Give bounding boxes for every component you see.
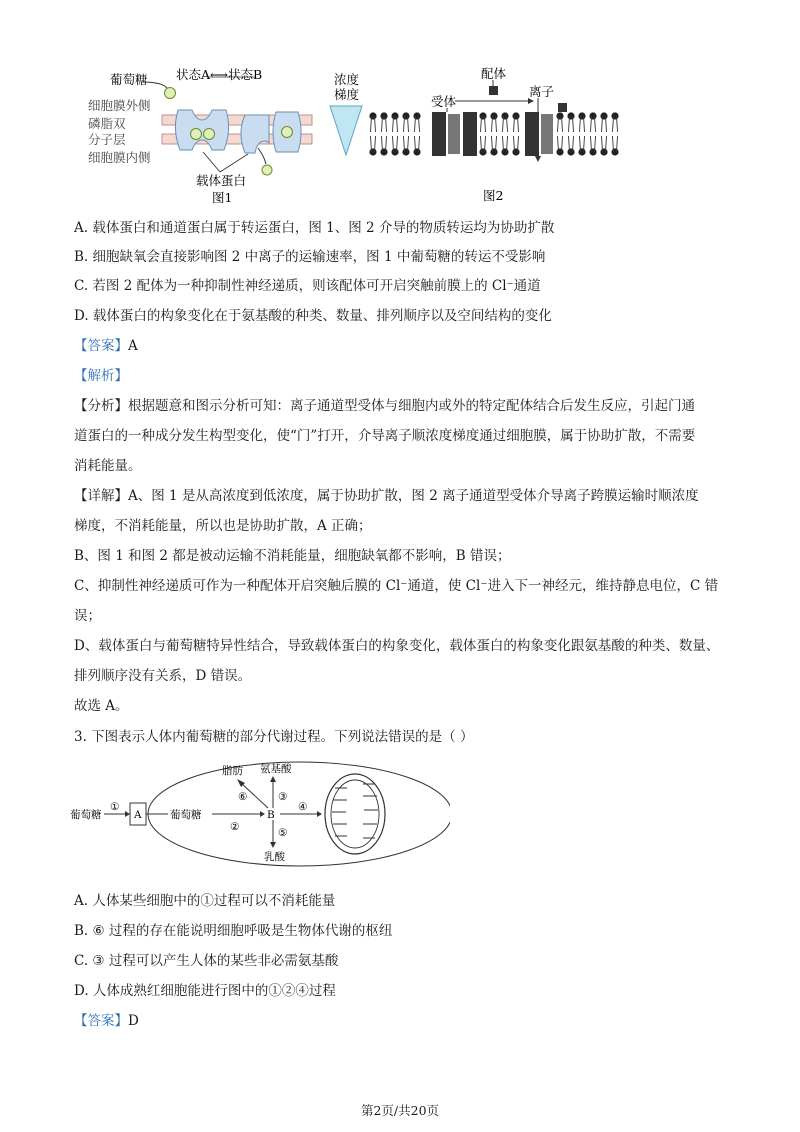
detail-line-6: D、载体蛋白与葡萄糖特异性结合，导致载体蛋白的构象变化，载体蛋白的构象变化跟氨基酸的种类、数量、 [74, 638, 720, 654]
label-step-5: ⑤ [278, 827, 288, 839]
q3-option-d: D. 人体成熟红细胞能进行图中的①②④过程 [74, 983, 336, 999]
lipid-bilayer [369, 112, 618, 155]
label-glucose-inside: 葡萄糖 [170, 809, 202, 821]
q3-option-c: C. ③ 过程可以产生人体的某些非必需氨基酸 [74, 953, 339, 969]
detail-line-3: B、图 1 和图 2 都是被动运输不消耗能量，细胞缺氧都不影响，B 错误； [74, 548, 511, 564]
phospholipid-head [611, 112, 618, 119]
glucose-bound-3 [282, 127, 293, 138]
detail-line-2: 梯度，不消耗能量，所以也是协助扩散，A 正确； [74, 518, 372, 534]
phospholipid-head [413, 148, 420, 155]
phospholipid-head [578, 148, 585, 155]
phospholipid-head [391, 148, 398, 155]
detail-line-7: 排列顺序没有关系，D 错误。 [74, 668, 252, 684]
label-fat: 脂肪 [222, 765, 243, 777]
glucose-bound-1 [191, 129, 202, 140]
glucose-free-outside [165, 88, 176, 99]
analysis-line-3: 消耗能量。 [74, 458, 142, 474]
q3-answer-value: D [128, 1013, 139, 1029]
q2-option-b: B. 细胞缺氧会直接影响图 2 中离子的运输速率，图 1 中葡萄糖的转运不受影响 [74, 249, 546, 265]
label-outside: 细胞膜外侧 [88, 98, 151, 113]
q3-answer [74, 1012, 139, 1030]
page-footer: 第2页/共20页 [360, 1103, 440, 1118]
phospholipid-head [490, 112, 497, 119]
label-bilayer-1: 磷脂双 [88, 116, 126, 131]
q3-option-b: B. ⑥ 过程的存在能说明细胞呼吸是生物体代谢的枢纽 [74, 923, 393, 939]
detail-text-1: A、图 1 是从高浓度到低浓度，属于协助扩散，图 2 离子通道型受体介导离子跨膜运输时顺浓度 [128, 488, 699, 504]
analysis-line-2: 道蛋白的一种成分发生构型变化，使“门”打开，介导离子顺浓度梯度通过细胞膜，属于协助扩散，不需要 [74, 428, 696, 444]
phospholipid-head [556, 112, 563, 119]
analysis-tag: 【分析】 [74, 398, 128, 414]
figure-2-ion-channel [365, 60, 630, 210]
label-b: B [267, 809, 275, 821]
label-step-1: ① [110, 801, 120, 813]
label-glucose-outside: 葡萄糖 [70, 809, 102, 821]
receptor-subunit-1 [432, 112, 446, 156]
label-step-3: ③ [278, 791, 288, 803]
q3-stem: 3. 下图表示人体内葡萄糖的部分代谢过程。下列说法错误的是（ ） [74, 729, 474, 745]
phospholipid-head [567, 148, 574, 155]
mitochondrion-icon [325, 774, 385, 854]
phospholipid-head [600, 112, 607, 119]
receptor-subunit-5 [541, 114, 553, 154]
phospholipid-head [380, 148, 387, 155]
phospholipid-head [413, 112, 420, 119]
phospholipid-head [391, 112, 398, 119]
label-receptor: 受体 [431, 94, 457, 109]
glucose-bound-2 [204, 129, 215, 140]
label-a: A [134, 809, 142, 821]
detail-line-4: C、抑制性神经递质可作为一种配体开启突触后膜的 Cl⁻通道，使 Cl⁻进入下一神经元，维持静息电位，C 错 [74, 578, 719, 594]
phospholipid-head [512, 112, 519, 119]
receptor-subunit-2 [448, 114, 460, 154]
analysis-line-1 [74, 397, 695, 415]
label-step-2: ② [230, 821, 240, 833]
q3-option-a: A. 人体某些细胞中的①过程可以不消耗能量 [74, 893, 336, 909]
phospholipid-head [402, 148, 409, 155]
phospholipid-head [600, 148, 607, 155]
label-amino-acid: 氨基酸 [260, 763, 292, 775]
carrier-protein-shape-2 [241, 115, 269, 153]
q2-answer-tag: 【答案】 [74, 338, 128, 354]
label-glucose: 葡萄糖 [110, 72, 148, 87]
figure-1-carrier-protein [80, 60, 370, 210]
phospholipid-head [380, 112, 387, 119]
phospholipid-head [567, 112, 574, 119]
phospholipid-head [611, 148, 618, 155]
label-ion: 离子 [529, 84, 555, 99]
gradient-triangle-icon [330, 106, 362, 155]
detail-line-8: 故选 A。 [74, 698, 129, 714]
q2-explain-tag: 【解析】 [74, 368, 128, 384]
q2-answer [74, 337, 138, 355]
phospholipid-head [369, 112, 376, 119]
label-carrier: 载体蛋白 [196, 173, 247, 188]
phospholipid-head [501, 112, 508, 119]
figure-2-caption: 图2 [483, 188, 504, 203]
glucose-release-arrow [258, 148, 266, 164]
q2-answer-value: A [128, 338, 138, 354]
label-bilayer-2: 分子层 [88, 132, 126, 147]
glucose-free-inside [262, 165, 272, 175]
phospholipid-head [501, 148, 508, 155]
phospholipid-head [479, 112, 486, 119]
phospholipid-head [369, 148, 376, 155]
arrowhead-step-1 [125, 811, 130, 817]
label-step-4: ④ [298, 801, 308, 813]
ion-arrowhead [535, 156, 541, 162]
receptor-subunit-4 [525, 112, 539, 156]
ligand-square-2 [558, 103, 567, 112]
ligand-square-1 [489, 86, 498, 95]
detail-line-5: 误； [74, 608, 101, 624]
label-step-6: ⑥ [238, 791, 248, 803]
phospholipid-head [589, 112, 596, 119]
gradient-label-1: 浓度 [334, 72, 360, 87]
figure-3-metabolism [70, 758, 450, 878]
receptor-subunit-3 [463, 112, 477, 156]
detail-line-1 [74, 487, 699, 505]
gradient-label-2: 梯度 [334, 87, 360, 102]
analysis-text-1: 根据题意和图示分析可知：离子通道型受体与细胞内或外的特定配体结合后发生反应，引起门通 [128, 398, 695, 414]
label-state: 状态A⟷状态B [176, 67, 263, 82]
label-ligand: 配体 [481, 66, 507, 81]
q2-explain-heading [74, 367, 128, 385]
figure-1-caption: 图1 [212, 190, 233, 205]
label-inside: 细胞膜内侧 [88, 150, 151, 165]
phospholipid-head [578, 112, 585, 119]
phospholipid-head [512, 148, 519, 155]
q2-option-a: A. 载体蛋白和通道蛋白属于转运蛋白，图 1、图 2 介导的物质转运均为协助扩散 [74, 220, 555, 236]
phospholipid-head [479, 148, 486, 155]
arrowhead-step-5 [270, 842, 276, 848]
detail-tag: 【详解】 [74, 488, 128, 504]
phospholipid-head [556, 148, 563, 155]
carrier-pointer-1 [203, 152, 220, 172]
q2-option-d: D. 载体蛋白的构象变化在于氨基酸的种类、数量、排列顺序以及空间结构的变化 [74, 308, 552, 324]
q2-option-c: C. 若图 2 配体为一种抑制性神经递质，则该配体可开启突触前膜上的 Cl⁻通道 [74, 278, 541, 294]
phospholipid-head [490, 148, 497, 155]
arrowhead-step-4 [317, 811, 322, 817]
arrowhead-step-2 [260, 811, 265, 817]
phospholipid-head [402, 112, 409, 119]
q3-answer-tag: 【答案】 [74, 1013, 128, 1029]
carrier-pointer-2 [220, 154, 248, 172]
arrowhead-step-3 [270, 776, 276, 782]
phospholipid-head [589, 148, 596, 155]
label-lactic-acid: 乳酸 [264, 851, 285, 863]
